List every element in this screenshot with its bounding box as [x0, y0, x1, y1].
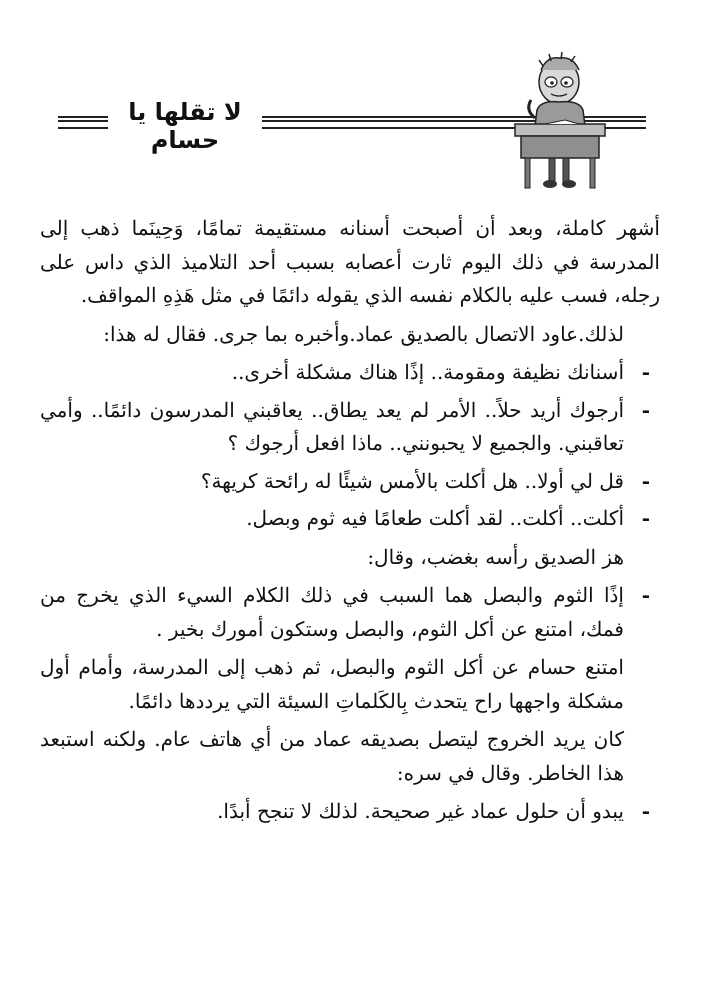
story-text [40, 212, 660, 834]
dialogue-line: - أرجوك أريد حلاً.. الأمر لم يعد يطاق.. يعاقبني المدرسون دائمًا.. وأمي تعاقبني. والجميع لا يحبونني.. ماذا افعل أرجوك ؟ [40, 394, 660, 461]
dialogue-line: - أكلت.. أكلت.. لقد أكلت طعامًا فيه ثوم وبصل. [40, 502, 660, 536]
dialogue-line: - قل لي أولا.. هل أكلت بالأمس شيئًا له رائحة كريهة؟ [40, 465, 660, 499]
header-rule-left [58, 116, 108, 129]
dialogue-line: - أسنانك نظيفة ومقومة.. إذًا هناك مشكلة أخرى.. [40, 356, 660, 390]
paragraph-2: لذلك.عاود الاتصال بالصديق عماد.وأخبره بما جرى. فقال له هذا: [103, 321, 624, 346]
dialogue-line: - يبدو أن حلول عماد غير صحيحة. لذلك لا تنجح أبدًا. [40, 795, 660, 829]
student-at-desk-illustration [505, 52, 615, 192]
paragraph-1: أشهر كاملة، وبعد أن أصبحت أسنانه مستقيمة تمامًا، وَحِينَما ذهب إلى المدرسة في ذلك اليوم ثارت أعصابه بسبب أحد التلاميذ الذي داس على رجله، فسب عليه بالكلام نفسه الذي يقوله دائمًا في مثل هَذِهِ المواقف. [40, 216, 660, 307]
paragraph-5: كان يريد الخروج ليتصل بصديقه عماد من أي هاتف عام. ولكنه استبعد هذا الخاطر. وقال في سره: [40, 727, 624, 785]
dialogue-list-2 [40, 579, 660, 646]
paragraph-3: هز الصديق رأسه بغضب، وقال: [367, 544, 624, 569]
paragraph-4: امتنع حسام عن أكل الثوم والبصل، ثم ذهب إلى المدرسة، وأمام أول مشكلة واجهها راح يتحدث بِالكَلماتِ السيئة التي يرددها دائمًا. [40, 655, 624, 713]
dialogue-list-1 [40, 356, 660, 536]
chapter-header [0, 52, 720, 192]
chapter-title: لا تقلها يا حسام [128, 98, 242, 154]
dialogue-line: - إذًا الثوم والبصل هما السبب في ذلك الكلام السيء الذي يخرج من فمك، امتنع عن أكل الثوم، والبصل وستكون أمورك بخير . [40, 579, 660, 646]
dialogue-list-3 [40, 795, 660, 829]
